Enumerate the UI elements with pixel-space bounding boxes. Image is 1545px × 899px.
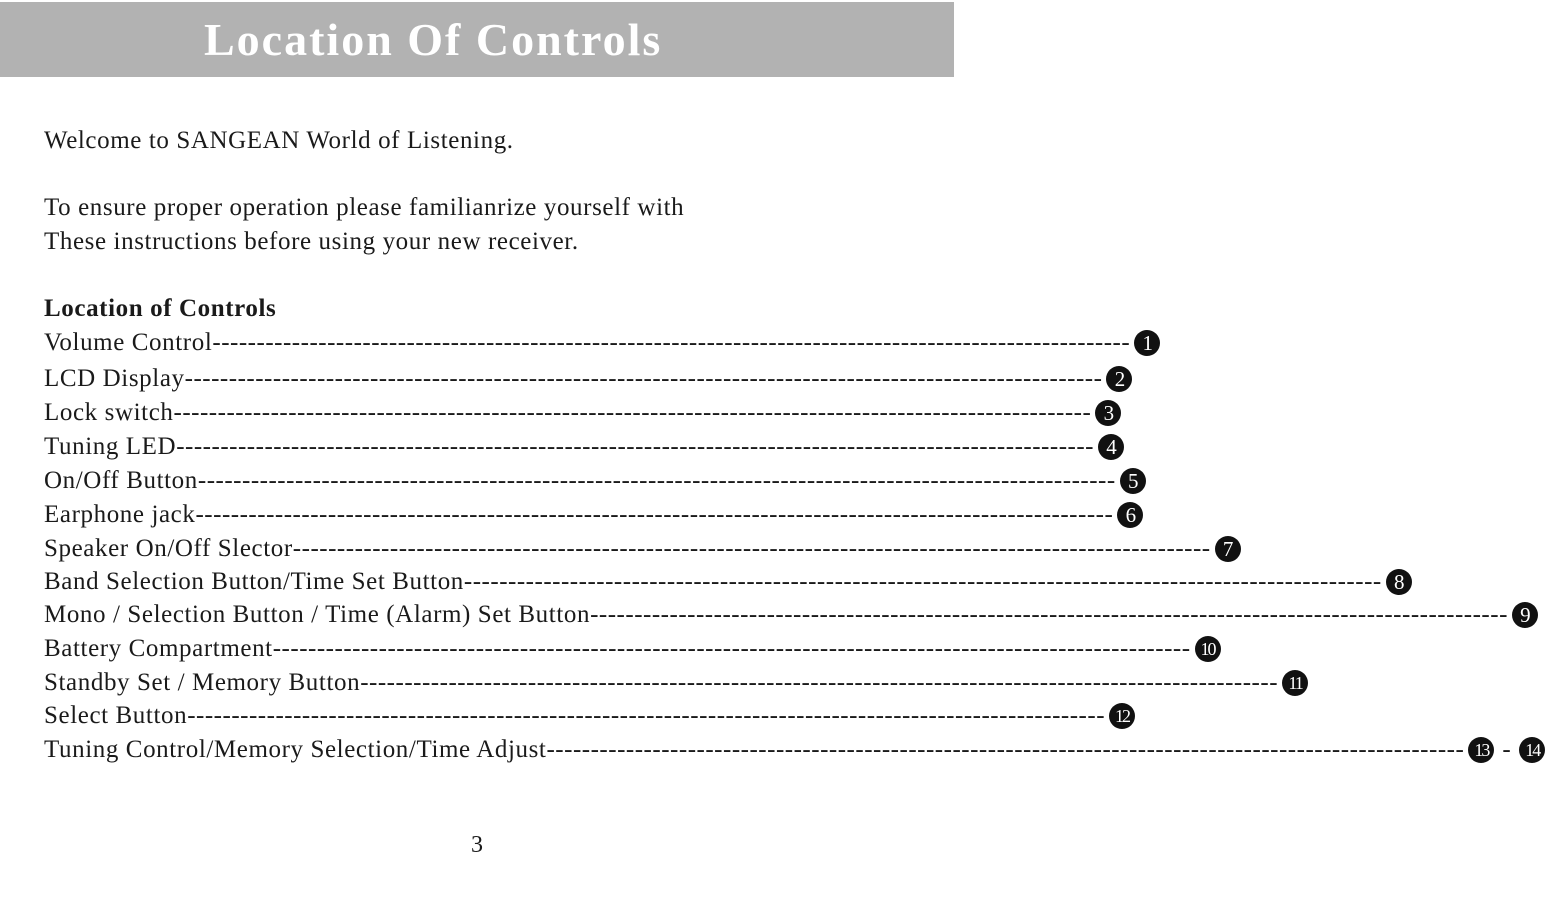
control-label: Battery Compartment: [44, 635, 273, 662]
control-label: Standby Set / Memory Button: [44, 669, 361, 696]
control-item-mono-selection: [44, 598, 1530, 632]
dot-leader: --------------------------------------------------------------------------------------------------------: [292, 535, 1211, 562]
control-label: Volume Control: [44, 329, 213, 356]
control-label: Tuning Control/Memory Selection/Time Adjust: [44, 736, 547, 763]
range-separator: -: [1502, 736, 1512, 763]
number-badge: 5: [1120, 468, 1146, 494]
dot-leader: --------------------------------------------------------------------------------------------------------: [546, 736, 1465, 763]
dot-leader: --------------------------------------------------------------------------------------------------------: [176, 433, 1095, 460]
control-label: Band Selection Button/Time Set Button: [44, 568, 464, 595]
dot-leader: --------------------------------------------------------------------------------------------------------: [173, 399, 1092, 426]
dot-leader: --------------------------------------------------------------------------------------------------------: [463, 568, 1382, 595]
control-item-select-button: [44, 699, 1130, 733]
controls-heading: Location of Controls: [44, 295, 277, 322]
control-label: Lock switch: [44, 399, 174, 426]
number-badge: 4: [1098, 434, 1124, 460]
dot-leader: --------------------------------------------------------------------------------------------------------: [187, 702, 1106, 729]
dot-leader: --------------------------------------------------------------------------------------------------------: [272, 635, 1191, 662]
number-badge: 11: [1282, 670, 1308, 696]
control-label: Tuning LED: [44, 433, 177, 460]
dot-leader: --------------------------------------------------------------------------------------------------------: [212, 329, 1131, 356]
control-label: On/Off Button: [44, 467, 198, 494]
number-badge: 12: [1109, 703, 1135, 729]
control-item-battery-compartment: [44, 632, 1215, 666]
control-item-speaker-selector: [44, 532, 1233, 566]
control-item-lock-switch: [44, 396, 1114, 430]
control-label: Select Button: [44, 702, 188, 729]
dot-leader: --------------------------------------------------------------------------------------------------------: [590, 601, 1508, 628]
control-label: Earphone jack: [44, 501, 196, 528]
number-badge: 3: [1095, 400, 1121, 426]
number-badge: 7: [1215, 536, 1241, 562]
number-badge: 6: [1117, 502, 1143, 528]
control-label: Speaker On/Off Slector: [44, 535, 293, 562]
control-item-band-selection: [44, 565, 1404, 599]
number-badge: 2: [1106, 366, 1132, 392]
control-item-on-off-button: [44, 464, 1138, 498]
intro-line-1: To ensure proper operation please familianrize yourself with: [44, 194, 685, 221]
number-badge: 1: [1134, 330, 1160, 356]
control-label: LCD Display: [44, 365, 185, 392]
dot-leader: --------------------------------------------------------------------------------------------------------: [184, 365, 1103, 392]
control-item-tuning-control: [44, 733, 1540, 767]
control-item-volume: [44, 326, 1152, 360]
page-number: 3: [471, 832, 483, 858]
header-band: [0, 2, 954, 77]
control-label: Mono / Selection Button / Time (Alarm) Set Button: [44, 601, 591, 628]
number-badge: 9: [1512, 602, 1538, 628]
intro-line-2: These instructions before using your new receiver.: [44, 228, 579, 255]
number-badge-end: 14: [1519, 737, 1545, 763]
number-badge: 8: [1386, 569, 1412, 595]
number-badge: 13: [1468, 737, 1494, 763]
welcome-text: Welcome to SANGEAN World of Listening.: [44, 127, 514, 154]
page-title: Location Of Controls: [204, 14, 663, 65]
dot-leader: --------------------------------------------------------------------------------------------------------: [195, 501, 1114, 528]
number-badge: 10: [1195, 636, 1221, 662]
control-item-lcd-display: [44, 362, 1125, 396]
dot-leader: --------------------------------------------------------------------------------------------------------: [360, 669, 1279, 696]
control-item-standby-memory: [44, 666, 1302, 700]
control-item-tuning-led: [44, 430, 1116, 464]
control-item-earphone-jack: [44, 498, 1136, 532]
dot-leader: --------------------------------------------------------------------------------------------------------: [197, 467, 1116, 494]
